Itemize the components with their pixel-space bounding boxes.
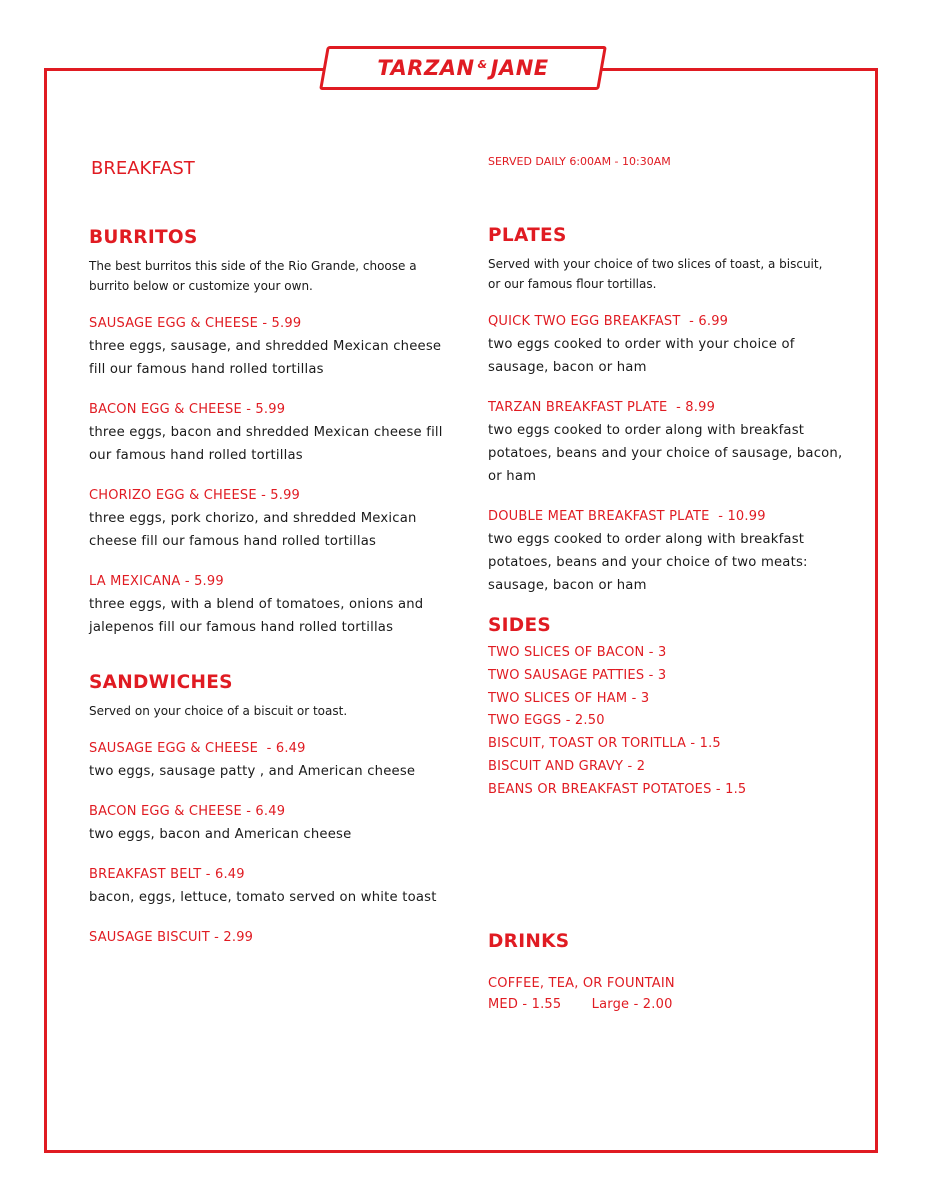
- menu-item-name: CHORIZO EGG & CHEESE - 5.99: [89, 488, 301, 503]
- menu-item-name: BACON EGG & CHEESE - 5.99: [89, 402, 286, 417]
- drinks-section: [488, 930, 848, 1015]
- drinks-items: COFFEE, TEA, OR FOUNTAIN: [488, 976, 675, 991]
- menu-item-description: two eggs cooked to order with your choice of sausage, bacon or ham: [488, 337, 795, 375]
- menu-item: [89, 737, 449, 783]
- menu-title: BREAKFAST: [91, 158, 195, 179]
- side-item: TWO SLICES OF BACON - 3: [488, 645, 667, 660]
- menu-item-description: three eggs, bacon and shredded Mexican cheese fill our famous hand rolled tortillas: [89, 425, 443, 463]
- menu-item-name: QUICK TWO EGG BREAKFAST - 6.99: [488, 314, 729, 329]
- menu-item-name: BREAKFAST BELT - 6.49: [89, 867, 245, 882]
- plates-section: [488, 224, 848, 597]
- brand-name-right: JANE: [490, 56, 549, 80]
- side-item: BISCUIT AND GRAVY - 2: [488, 758, 646, 774]
- side-item: TWO SLICES OF HAM - 3: [488, 690, 650, 706]
- menu-item-description: three eggs, pork chorizo, and shredded Mexican cheese fill our famous hand rolled tortillas: [89, 511, 417, 549]
- menu-item-name: BACON EGG & CHEESE - 6.49: [89, 804, 286, 819]
- menu-item: [89, 863, 449, 909]
- menu-item: [89, 484, 449, 553]
- menu-item: [488, 505, 848, 597]
- side-item: TWO EGGS - 2.50: [488, 713, 605, 729]
- plates-title: PLATES: [488, 225, 567, 246]
- menu-item-description: two eggs, sausage patty , and American cheese: [89, 764, 416, 779]
- menu-item-name: SAUSAGE EGG & CHEESE - 5.99: [89, 316, 302, 331]
- menu-item-description: two eggs, bacon and American cheese: [89, 827, 352, 842]
- menu-item: [89, 398, 449, 467]
- menu-item-name: SAUSAGE BISCUIT - 2.99: [89, 930, 254, 945]
- brand-logo: [323, 46, 603, 90]
- menu-item: [89, 800, 449, 846]
- serving-hours: SERVED DAILY 6:00AM - 10:30AM: [488, 155, 671, 168]
- brand-name-left: TARZAN: [377, 56, 475, 80]
- sides-list: [488, 642, 848, 802]
- burritos-title: BURRITOS: [89, 227, 198, 248]
- menu-item: [89, 570, 449, 639]
- left-column: [89, 226, 449, 966]
- menu-item: [89, 312, 449, 381]
- menu-item-name: DOUBLE MEAT BREAKFAST PLATE - 10.99: [488, 509, 766, 524]
- sandwiches-title: SANDWICHES: [89, 672, 233, 693]
- brand-ampersand: &: [477, 57, 488, 71]
- menu-item: [89, 926, 449, 949]
- menu-item-name: LA MEXICANA - 5.99: [89, 574, 224, 589]
- menu-item: [488, 396, 848, 488]
- sandwiches-intro: Served on your choice of a biscuit or toast.: [89, 704, 348, 718]
- menu-item-name: TARZAN BREAKFAST PLATE - 8.99: [488, 400, 716, 415]
- burritos-section: [89, 226, 449, 639]
- sides-section: [488, 614, 848, 802]
- side-item: BEANS OR BREAKFAST POTATOES - 1.5: [488, 781, 747, 797]
- sides-title: SIDES: [488, 615, 552, 636]
- sandwiches-section: [89, 671, 449, 949]
- drinks-title: DRINKS: [488, 931, 570, 952]
- right-column: [488, 224, 848, 802]
- menu-item-description: two eggs cooked to order along with breakfast potatoes, beans and your choice of two meats: sausage, bacon or ham: [488, 532, 808, 593]
- menu-item-description: three eggs, with a blend of tomatoes, onions and jalepenos fill our famous hand rolled tortillas: [89, 597, 424, 635]
- menu-item-description: three eggs, sausage, and shredded Mexican cheese fill our famous hand rolled tortillas: [89, 339, 442, 377]
- menu-item-description: bacon, eggs, lettuce, tomato served on white toast: [89, 890, 437, 905]
- menu-item: [488, 310, 848, 379]
- drinks-prices: MED - 1.55 Large - 2.00: [488, 996, 673, 1012]
- plates-intro: Served with your choice of two slices of toast, a biscuit, or our famous flour tortillas.: [488, 257, 823, 291]
- menu-item-name: SAUSAGE EGG & CHEESE - 6.49: [89, 741, 306, 756]
- burritos-intro: The best burritos this side of the Rio Grande, choose a burrito below or customize your own.: [89, 259, 417, 293]
- side-item: TWO SAUSAGE PATTIES - 3: [488, 667, 667, 683]
- side-item: BISCUIT, TOAST OR TORITLLA - 1.5: [488, 736, 721, 752]
- menu-item-description: two eggs cooked to order along with breakfast potatoes, beans and your choice of sausage, bacon, or ham: [488, 423, 843, 484]
